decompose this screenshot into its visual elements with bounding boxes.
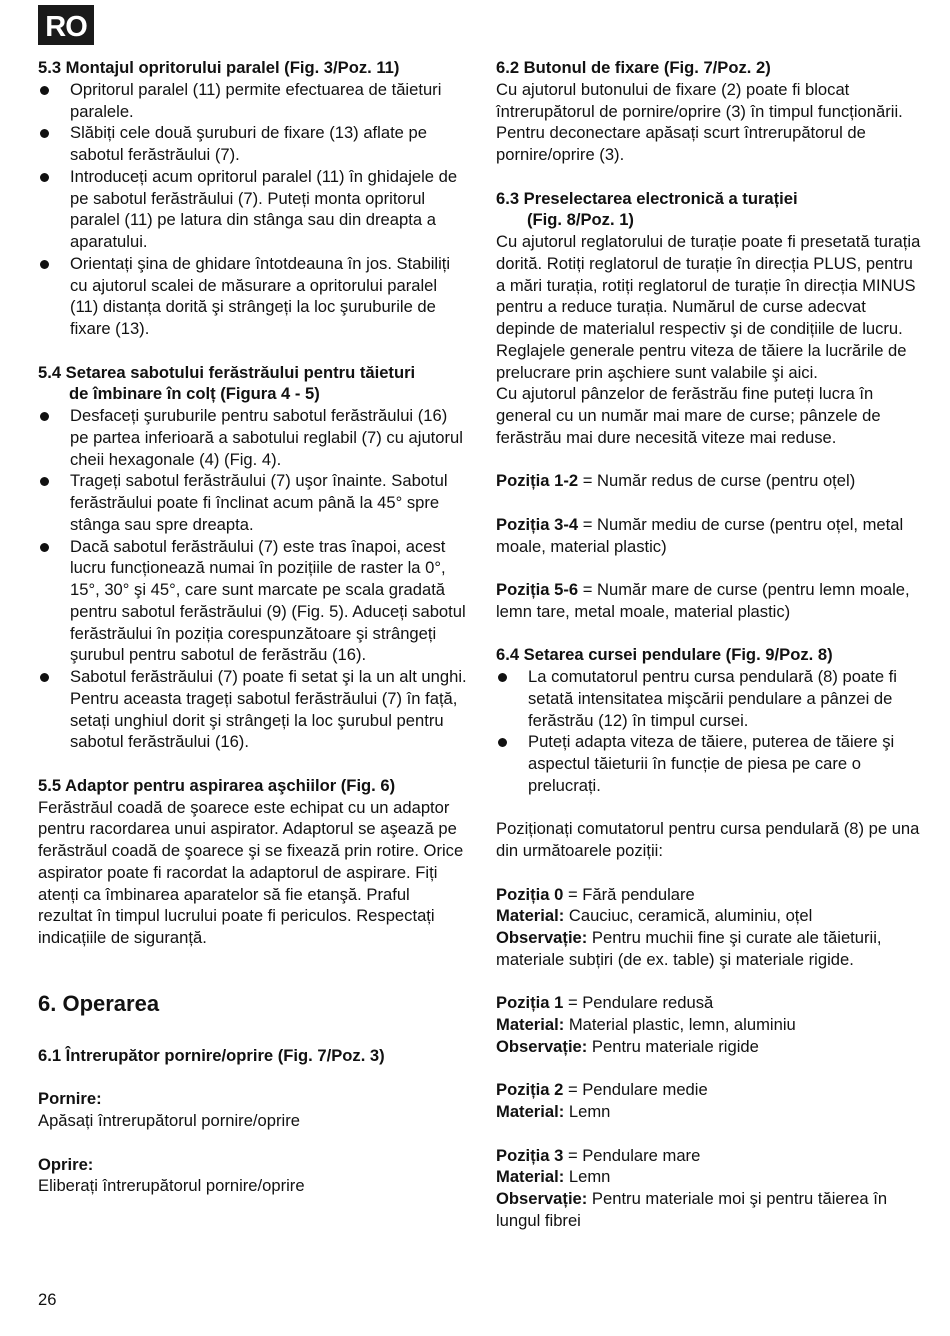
- position-label: Poziția 2: [496, 1080, 564, 1100]
- section-5-4-title-line2: de îmbinare în colț (Figura 4 - 5): [69, 384, 320, 404]
- pendulum-intro: Poziționați comutatorul pentru cursa pendulară (8) pe una din următoarele poziții:: [496, 819, 920, 860]
- right-column: [496, 57, 924, 1232]
- list-item: Puteți adapta viteza de tăiere, puterea de tăiere şi aspectul tăieturii în funcție de piesa pe care o prelucrați.: [496, 731, 924, 796]
- section-6-3-paragraph: Reglajele generale pentru viteza de tăiere la lucrările de prelucrare prin aşchiere sunt valabile şi aici.: [496, 340, 907, 382]
- pendulum-position-0: [496, 884, 924, 971]
- pendulum-position-2: [496, 1079, 924, 1123]
- list-item: Dacă sabotul ferăstrăului (7) este tras înapoi, acest lucru funcționează numai în pozițiile de raster la 0°, 15°, 30° şi 45°, care sunt marcate pe scala gradată pentru sabotul ferăstrăului (9) (Fig. 5). Aduceți sabotul ferăstrăului în poziția corespunzătoare şi strângeți şurubul pentru sabotul de ferăstrău (16).: [38, 536, 468, 667]
- material-text: Lemn: [564, 1167, 611, 1187]
- list-item: Desfaceți şuruburile pentru sabotul ferăstrăului (16) pe partea inferioară a sabotului reglabil (7) cu ajutorul cheii hexagonale (4) (Fig. 4).: [38, 405, 468, 470]
- section-5-5-text: Ferăstrăul coadă de şoarece este echipat cu un adaptor pentru racordarea unui aspirator. Adaptorul se aşează pe ferăstrăul coadă de şoarece şi se fixează prin rotire. Orice aspirator poate fi racordat la adaptorul de aspirare. Fiți atenți ca îmbinarea aparatelor să fie etanşă. Praful rezultat în timpul lucrului poate fi periculos. Respectați indicațiile de siguranță.: [38, 797, 464, 947]
- section-5-3-title: 5.3 Montajul opritorului paralel (Fig. 3/Poz. 11): [38, 58, 400, 77]
- position-text: = Pendulare mare: [563, 1145, 701, 1165]
- left-column: [38, 57, 468, 1197]
- section-5-5-title: 5.5 Adaptor pentru aspirarea aşchiilor (Fig. 6): [38, 775, 396, 795]
- section-6-2-title: 6.2 Butonul de fixare (Fig. 7/Poz. 2): [496, 58, 771, 77]
- position-text: = Număr mediu de curse (pentru oțel, metal moale, material plastic): [496, 514, 904, 556]
- language-badge: RO: [38, 5, 94, 45]
- position-label: Poziția 1-2: [496, 471, 579, 491]
- section-6-3-title-line1: 6.3 Preselectarea electronică a turației: [496, 188, 798, 208]
- position-text: = Pendulare redusă: [563, 993, 714, 1013]
- list-item: Sabotul ferăstrăului (7) poate fi setat şi la un alt unghi. Pentru aceasta trageți sabotul ferăstrăului (7) în față, setați unghiul dorit şi strângeți la loc şurubul pentru sabotul ferăstrăului (16).: [38, 666, 468, 753]
- speed-position-5-6: [496, 579, 924, 623]
- list-item: Orientați şina de ghidare întotdeauna în jos. Stabiliți cu ajutorul scalei de măsurare a opritorului paralel (11) distanța dorită şi strângeți la loc şuruburile de fixare (13).: [38, 253, 468, 340]
- observation-text: Pentru materiale rigide: [587, 1036, 759, 1056]
- material-text: Material plastic, lemn, aluminiu: [564, 1015, 796, 1034]
- section-5-4-title-line1: 5.4 Setarea sabotului ferăstrăului pentru tăieturi: [38, 362, 416, 382]
- off-label: Oprire:: [38, 1154, 94, 1174]
- list-item: Slăbiți cele două şuruburi de fixare (13) aflate pe sabotul ferăstrăului (7).: [38, 122, 468, 166]
- position-text: = Fără pendulare: [563, 884, 695, 904]
- list-item: Introduceți acum opritorul paralel (11) în ghidajele de pe sabotul ferăstrăului (7). Puteți monta opritorul paralel (11) pe latura din stânga sau din dreapta a aparatului.: [38, 166, 468, 253]
- position-text: = Pendulare medie: [563, 1080, 708, 1100]
- section-5-3-list: [38, 79, 468, 340]
- section-6-1-title: 6.1 Întrerupător pornire/oprire (Fig. 7/Poz. 3): [38, 1045, 385, 1065]
- material-text: Cauciuc, ceramică, aluminiu, oțel: [564, 906, 813, 926]
- observation-label: Observație:: [496, 928, 588, 947]
- page-number: 26: [38, 1290, 57, 1309]
- speed-position-3-4: [496, 514, 924, 558]
- position-label: Poziția 3-4: [496, 514, 579, 534]
- list-item: Trageți sabotul ferăstrăului (7) uşor înainte. Sabotul ferăstrăului poate fi înclinat acum până la 45° spre stânga sau spre dreapta.: [38, 470, 468, 535]
- material-label: Material:: [496, 1167, 565, 1187]
- list-item: Opritorul paralel (11) permite efectuarea de tăieturi paralele.: [38, 79, 468, 123]
- material-label: Material:: [496, 1102, 565, 1121]
- section-6-3-title-line2: (Fig. 8/Poz. 1): [527, 210, 634, 230]
- position-label: Poziția 5-6: [496, 580, 579, 599]
- position-text: = Număr redus de curse (pentru oțel): [578, 471, 856, 491]
- speed-position-1-2: [496, 470, 924, 492]
- section-6-title: 6. Operarea: [38, 990, 160, 1016]
- on-text: Apăsați întrerupătorul pornire/oprire: [38, 1111, 300, 1130]
- material-label: Material:: [496, 1015, 565, 1034]
- position-text: = Număr mare de curse (pentru lemn moale, lemn tare, metal moale, material plastic): [496, 580, 910, 621]
- pendulum-position-1: [496, 992, 924, 1057]
- position-label: Poziția 1: [496, 993, 564, 1013]
- observation-text: Pentru muchii fine şi curate ale tăieturii, materiale subțiri (de ex. table) şi materiale rigide.: [496, 928, 882, 969]
- section-6-3-paragraph: Cu ajutorul reglatorului de turație poate fi presetată turația dorită. Rotiți reglatorul de turație în direcția PLUS, pentru a mări turația, rotiți reglatorul de turație în direcția MINUS pentru a reduce turația. Numărul de curse adecvat depinde de materialul respectiv şi de condițiile de lucru.: [496, 232, 921, 338]
- section-6-4-list: [496, 666, 924, 797]
- on-label: Pornire:: [38, 1089, 102, 1109]
- section-5-4-list: [38, 405, 468, 753]
- observation-label: Observație:: [496, 1189, 588, 1208]
- section-6-2-text: Cu ajutorul butonului de fixare (2) poate fi blocat întrerupătorul de pornire/oprire (3) în timpul funcționării. Pentru deconectare apăsați scurt întrerupătorul de pornire/oprire (3).: [496, 79, 903, 164]
- pendulum-position-3: [496, 1145, 924, 1232]
- section-6-3-title: [496, 188, 924, 232]
- position-label: Poziția 3: [496, 1145, 564, 1165]
- position-label: Poziția 0: [496, 884, 564, 904]
- observation-text: Pentru materiale moi şi pentru tăierea în lungul fibrei: [496, 1189, 888, 1230]
- material-text: Lemn: [564, 1102, 611, 1121]
- observation-label: Observație:: [496, 1036, 588, 1056]
- section-6-4-title: 6.4 Setarea cursei pendulare (Fig. 9/Poz. 8): [496, 645, 833, 665]
- list-item: La comutatorul pentru cursa pendulară (8) poate fi setată intensitatea mişcării pendulare a pânzei de ferăstrău (12) în timpul cursei.: [496, 666, 924, 731]
- off-text: Eliberați întrerupătorul pornire/oprire: [38, 1176, 305, 1196]
- section-5-4-title: [38, 362, 468, 406]
- material-label: Material:: [496, 906, 565, 926]
- section-6-3-paragraph: Cu ajutorul pânzelor de ferăstrău fine puteți lucra în general cu un număr mai mare de curse; pânzele de ferăstrău mai dure necesită viteze mai reduse.: [496, 384, 881, 447]
